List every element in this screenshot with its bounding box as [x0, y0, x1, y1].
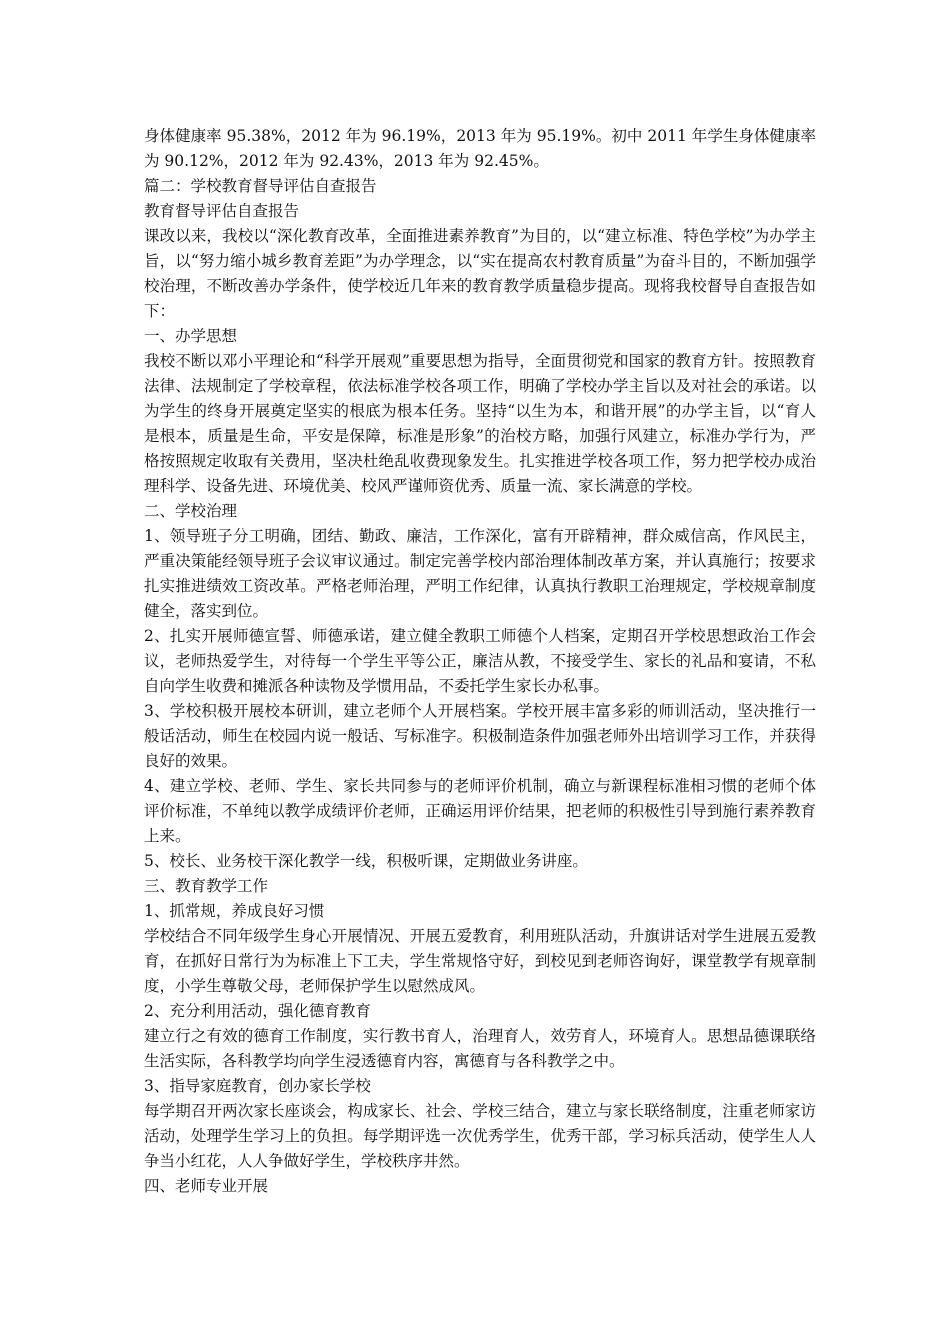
heading-teacher-development: 四、老师专业开展	[144, 1177, 269, 1195]
paragraph-routines: 学校结合不同年级学生身心开展情况、开展五爱教育，利用班队活动，升旗讲话对学生进展五爱教育，在抓好日常行为为标准上下工夫，学生常规恪守好，到校见到老师咨询好，课堂教学有规章制度，小学生尊敬父母，老师保护学生以慰然成风。	[144, 927, 816, 995]
subheading-moral-education: 2、充分利用活动，强化德育教育	[144, 1002, 371, 1020]
paragraph-management-5: 5、校长、业务校干深化教学一线，积极听课，定期做业务讲座。	[144, 852, 588, 870]
paragraph-management-4: 4、建立学校、老师、学生、家长共同参与的老师评价机制，确立与新课程标准相习惯的老师个体评价标准，不单纯以教学成绩评价老师，正确运用评价结果，把老师的积极性引导到施行素养教育上来。	[144, 777, 816, 845]
paragraph-health-rates: 身体健康率 95.38%，2012 年为 96.19%，2013 年为 95.19%。初中 2011 年学生身体健康率为 90.12%，2012 年为 92.43%，2013 年为 92.45%。	[144, 127, 816, 170]
paragraph-management-2: 2、扎实开展师德宣誓、师德承诺，建立健全教职工师德个人档案，定期召开学校思想政治工作会议，老师热爱学生，对待每一个学生平等公正，廉洁从教，不接受学生、家长的礼品和宴请，不私自向学生收费和摊派各种读物及学惯用品，不委托学生家长办私事。	[144, 627, 816, 695]
subheading-parent-school: 3、指导家庭教育，创办家长学校	[144, 1077, 371, 1095]
heading-school-management: 二、学校治理	[144, 502, 238, 520]
paragraph-parent-school: 每学期召开两次家长座谈会，构成家长、社会、学校三结合，建立与家长联络制度，注重老师家访活动，处理学生学习上的负担。每学期评选一次优秀学生，优秀干部，学习标兵活动，使学生人人争当小红花，人人争做好学生，学校秩序井然。	[144, 1102, 816, 1170]
subheading-routines: 1、抓常规，养成良好习惯	[144, 902, 325, 920]
heading-school-philosophy: 一、办学思想	[144, 327, 238, 345]
heading-teaching-work: 三、教育教学工作	[144, 877, 269, 895]
document-body	[144, 124, 816, 1199]
report-title: 教育督导评估自查报告	[144, 202, 300, 220]
paragraph-philosophy: 我校不断以邓小平理论和“科学开展观”重要思想为指导，全面贯彻党和国家的教育方针。按照教育法律、法规制定了学校章程，依法标准学校各项工作，明确了学校办学主旨以及对社会的承诺。以为学生的终身开展奠定坚实的根底为根本任务。坚持“以生为本，和谐开展”的办学主旨，以“育人是根本，质量是生命，平安是保障，标准是形象”的治校方略，加强行风建立，标准办学行为，严格按照规定收取有关费用，坚决杜绝乱收费现象发生。扎实推进学校各项工作，努力把学校办成治理科学、设备先进、环境优美、校风严谨师资优秀、质量一流、家长满意的学校。	[144, 352, 816, 495]
paragraph-moral-education: 建立行之有效的德育工作制度，实行教书育人，治理育人，效劳育人，环境育人。思想品德课联络生活实际，各科教学均向学生浸透德育内容，寓德育与各科教学之中。	[144, 1027, 816, 1070]
paragraph-management-1: 1、领导班子分工明确，团结、勤政、廉洁，工作深化，富有开辟精神，群众威信高，作风民主，严重决策能经领导班子会议审议通过。制定完善学校内部治理体制改革方案，并认真施行；按要求扎实推进绩效工资改革。严格老师治理，严明工作纪律，认真执行教职工治理规定，学校规章制度健全，落实到位。	[144, 527, 816, 620]
section-title-part-two: 篇二：学校教育督导评估自查报告	[144, 177, 377, 195]
paragraph-management-3: 3、学校积极开展校本研训，建立老师个人开展档案。学校开展丰富多彩的师训活动，坚决推行一般话活动，师生在校园内说一般话、写标准字。积极制造条件加强老师外出培训学习工作，并获得良好的效果。	[144, 702, 816, 770]
paragraph-intro: 课改以来，我校以“深化教育改革，全面推进素养教育”为目的，以“建立标准、特色学校”为办学主旨，以“努力缩小城乡教育差距”为办学理念，以“实在提高农村教育质量”为奋斗目的，不断加强学校治理，不断改善办学条件，使学校近几年来的教育教学质量稳步提高。现将我校督导自查报告如下：	[144, 227, 816, 320]
